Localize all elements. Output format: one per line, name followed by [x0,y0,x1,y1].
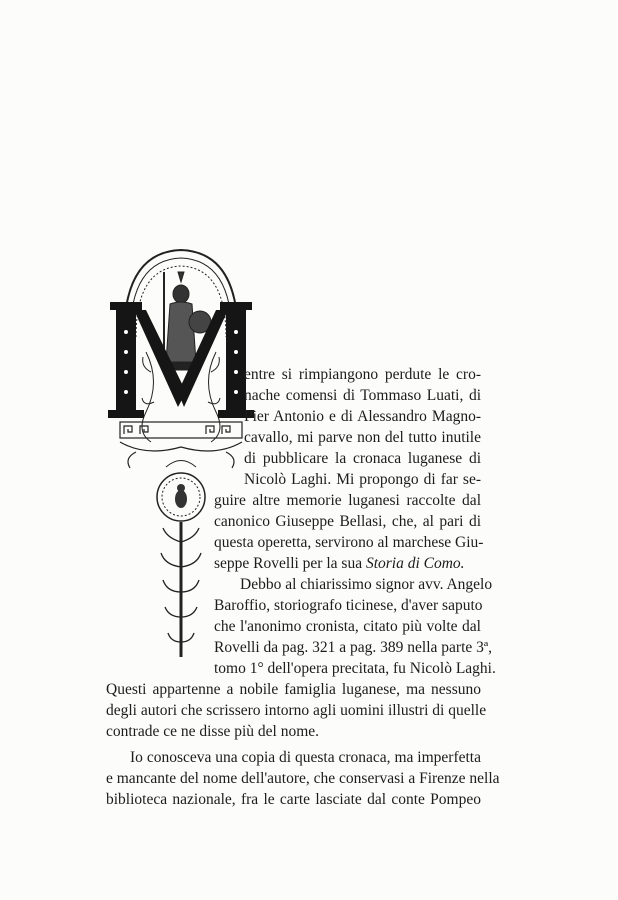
text-line: di pubblicare la cronaca luganese di [244,450,481,467]
text-line: che l'anonimo cronista, citato più volte dal [214,618,481,635]
text-line: Pier Antonio e di Alessandro Magno- [244,408,481,425]
text-line: Debbo al chiarissimo signor avv. Angelo [240,576,493,593]
book-title: Storia di Como. [365,555,465,572]
text-line [214,554,481,574]
text-line: canonico Giuseppe Bellasi, che, al pari di [214,513,481,530]
text-line: degli autori che scrissero intorno agli uomini illustri di quelle [106,702,487,719]
text-line: biblioteca nazionale, fra le carte lasciate dal conte Pompeo [106,791,481,808]
text-line: contrade ce ne disse più del nome. [106,723,320,740]
text-line: nache comensi di Tommaso Luati, di [244,387,481,404]
text-line: guire altre memorie luganesi raccolte dal [214,492,481,509]
text-line: Rovelli da pag. 321 a pag. 389 nella parte 3ª, [214,639,493,656]
text-line: questa operetta, servirono al marchese Giu- [214,534,484,551]
text-line: e mancante del nome dell'autore, che conservasi a Firenze nella [106,770,500,787]
text-line: Baroffio, storiografo ticinese, d'aver saputo [214,597,483,614]
text-line: entre si rimpiangono perdute le cro- [244,366,481,383]
text-line: tomo 1° dell'opera precitata, fu Nicolò Laghi. [214,660,496,677]
text-line: Nicolò Laghi. Mi propongo di far se- [244,471,481,488]
text-line: Io conosceva una copia di questa cronaca, ma imperfetta [130,749,481,766]
text-line: Questi appartenne a nobile famiglia luganese, ma nessuno [106,681,481,698]
text-segment: seppe Rovelli per la sua [214,555,363,572]
text-line: cavallo, mi parve non del tutto inutile [244,429,481,446]
